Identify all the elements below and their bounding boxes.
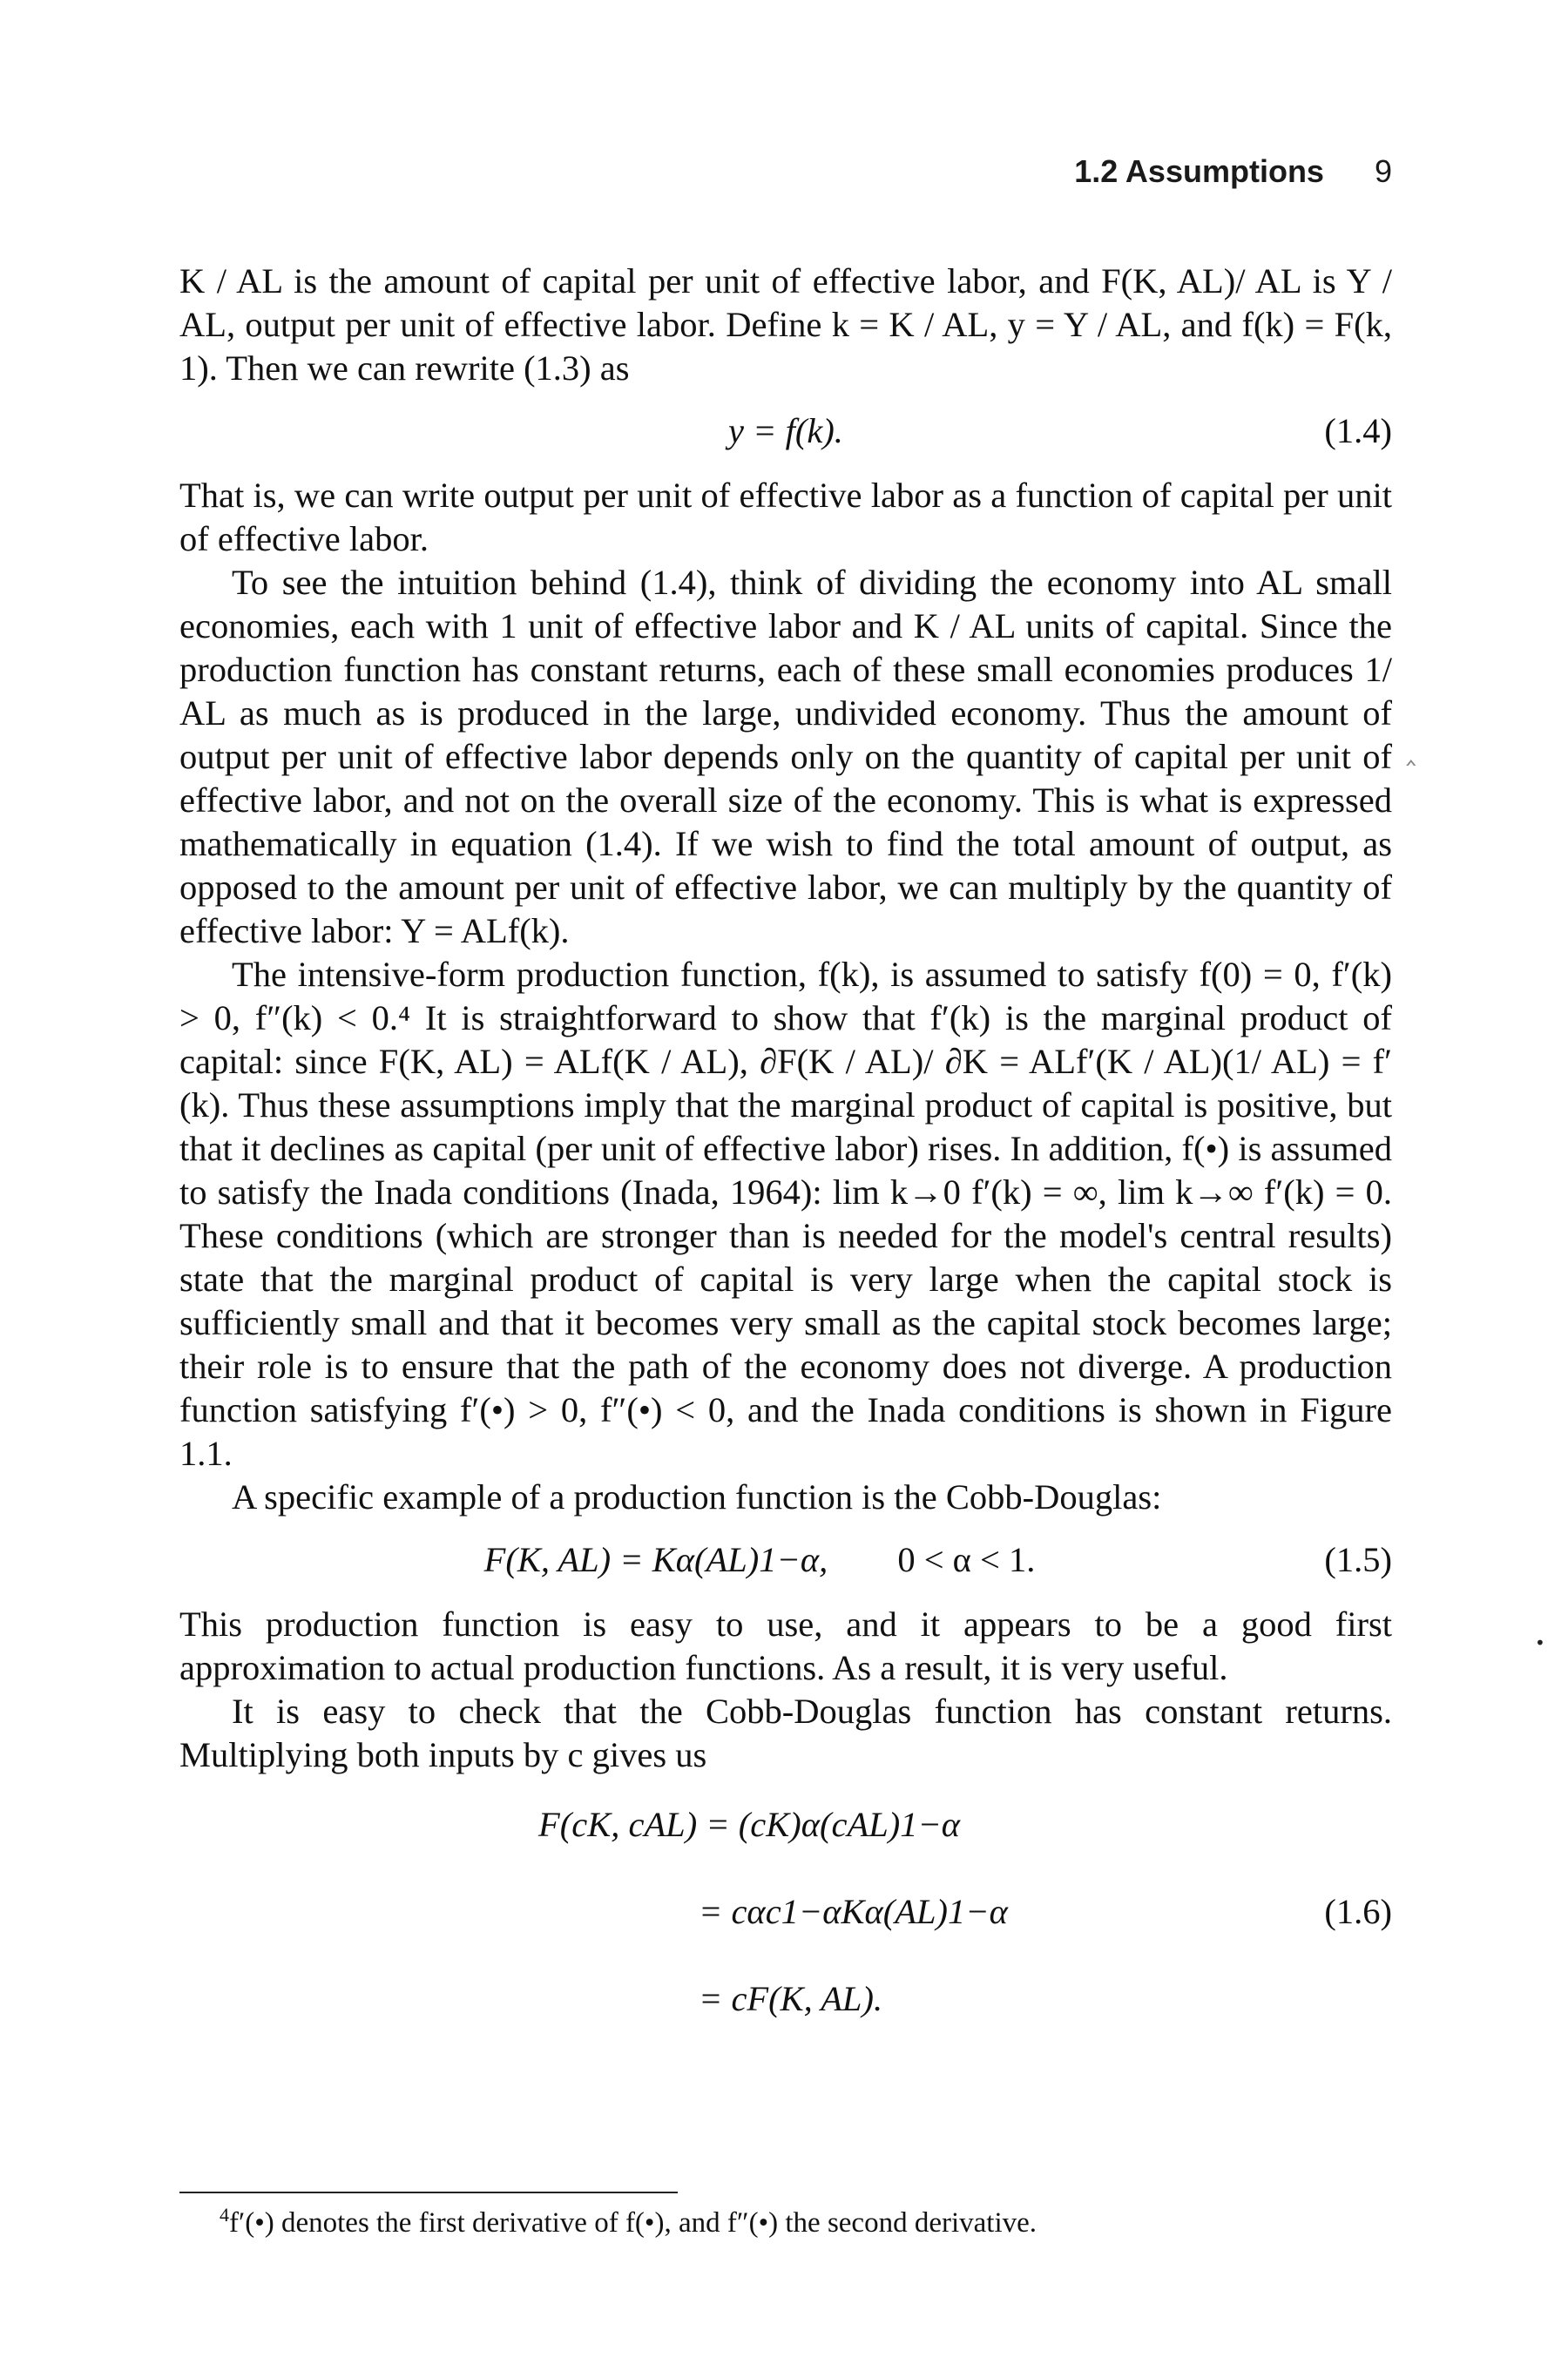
equation-body: y = f(k).	[728, 411, 843, 450]
footnote	[220, 2204, 1037, 2242]
dot-mark: •	[1535, 1632, 1545, 1653]
equation-line-2: = cαc1−αKα(AL)1−α	[699, 1892, 1008, 1931]
equation-number: (1.4)	[1324, 411, 1392, 450]
equation-1-4	[179, 409, 1392, 453]
equation-body: F(K, AL) = Kα(AL)1−α,	[483, 1540, 828, 1579]
paragraph-4: The intensive-form production function, f(k), is assumed to satisfy f(0) = 0, f′(k) > 0, f″(k) < 0.⁴ It is straightforward to show that f′(k) is the marginal product of capital: since F(K, AL) = ALf(K / AL), ∂F(K / AL)/ ∂K = ALf′(K / AL)(1/ AL) = f′(k). Thus these assumptions imply that the marginal product of capital is positive, but that it declines as capital (per unit of effective labor) rises. In addition, f(•) is assumed to satisfy the Inada conditions (Inada, 1964): lim k→0 f′(k) = ∞, lim k→∞ f′(k) = 0. These conditions (which are stronger than is needed for the model's central results) state that the marginal product of capital is very large when the capital stock is sufficiently small and that it becomes very small as the capital stock becomes large; their role is to ensure that the path of the economy does not diverge. A production function satisfying f′(•) > 0, f″(•) < 0, and the Inada conditions is shown in Figure 1.1.	[179, 955, 1392, 1473]
equation-1-6	[179, 1794, 1392, 2030]
paragraph-7: It is easy to check that the Cobb-Douglas function has constant returns. Multiplying both inputs by c gives us	[179, 1692, 1392, 1774]
equation-number: (1.5)	[1324, 1540, 1392, 1579]
section-title: 1.2 Assumptions	[1074, 153, 1324, 189]
equation-line-1: F(cK, cAL) = (cK)α(cAL)1−α	[538, 1805, 961, 1844]
running-header	[1074, 153, 1392, 190]
body-text	[179, 260, 1392, 2042]
paragraph-6: This production function is easy to use, and it appears to be a good first approximation to actual production functions. As a result, it is very useful.	[179, 1604, 1392, 1687]
footnote-marker: 4	[220, 2204, 229, 2226]
paragraph-2: That is, we can write output per unit of effective labor as a function of capital per unit of effective labor.	[179, 476, 1392, 558]
paragraph-3: To see the intuition behind (1.4), think of dividing the economy into AL small economies, each with 1 unit of effective labor and K / AL units of capital. Since the production function has constant returns, each of these small economies produces 1/ AL as much as is produced in the large, undivided economy. Thus the amount of output per unit of effective labor depends only on the quantity of capital per unit of effective labor, and not on the overall size of the economy. This is what is expressed mathematically in equation (1.4). If we wish to find the total amount of output, as opposed to the amount per unit of effective labor, we can multiply by the quantity of effective labor: Y = ALf(k).	[179, 563, 1392, 950]
equation-number: (1.6)	[1324, 1892, 1392, 1931]
caret-mark: ‸	[1406, 732, 1416, 767]
equation-1-5	[179, 1538, 1392, 1582]
paragraph-1: K / AL is the amount of capital per unit of effective labor, and F(K, AL)/ AL is Y / AL, output per unit of effective labor. Define k = K / AL, y = Y / AL, and f(k) = F(k, 1). Then we can rewrite (1.3) as	[179, 261, 1392, 388]
equation-condition: 0 < α < 1.	[897, 1540, 1036, 1579]
footnote-rule	[179, 2192, 678, 2193]
page-number: 9	[1374, 153, 1392, 189]
equation-line-3: = cF(K, AL).	[699, 1979, 883, 2018]
paragraph-5: A specific example of a production function is the Cobb-Douglas:	[232, 1477, 1162, 1517]
footnote-text: f′(•) denotes the first derivative of f(•), and f″(•) the second derivative.	[229, 2207, 1037, 2239]
